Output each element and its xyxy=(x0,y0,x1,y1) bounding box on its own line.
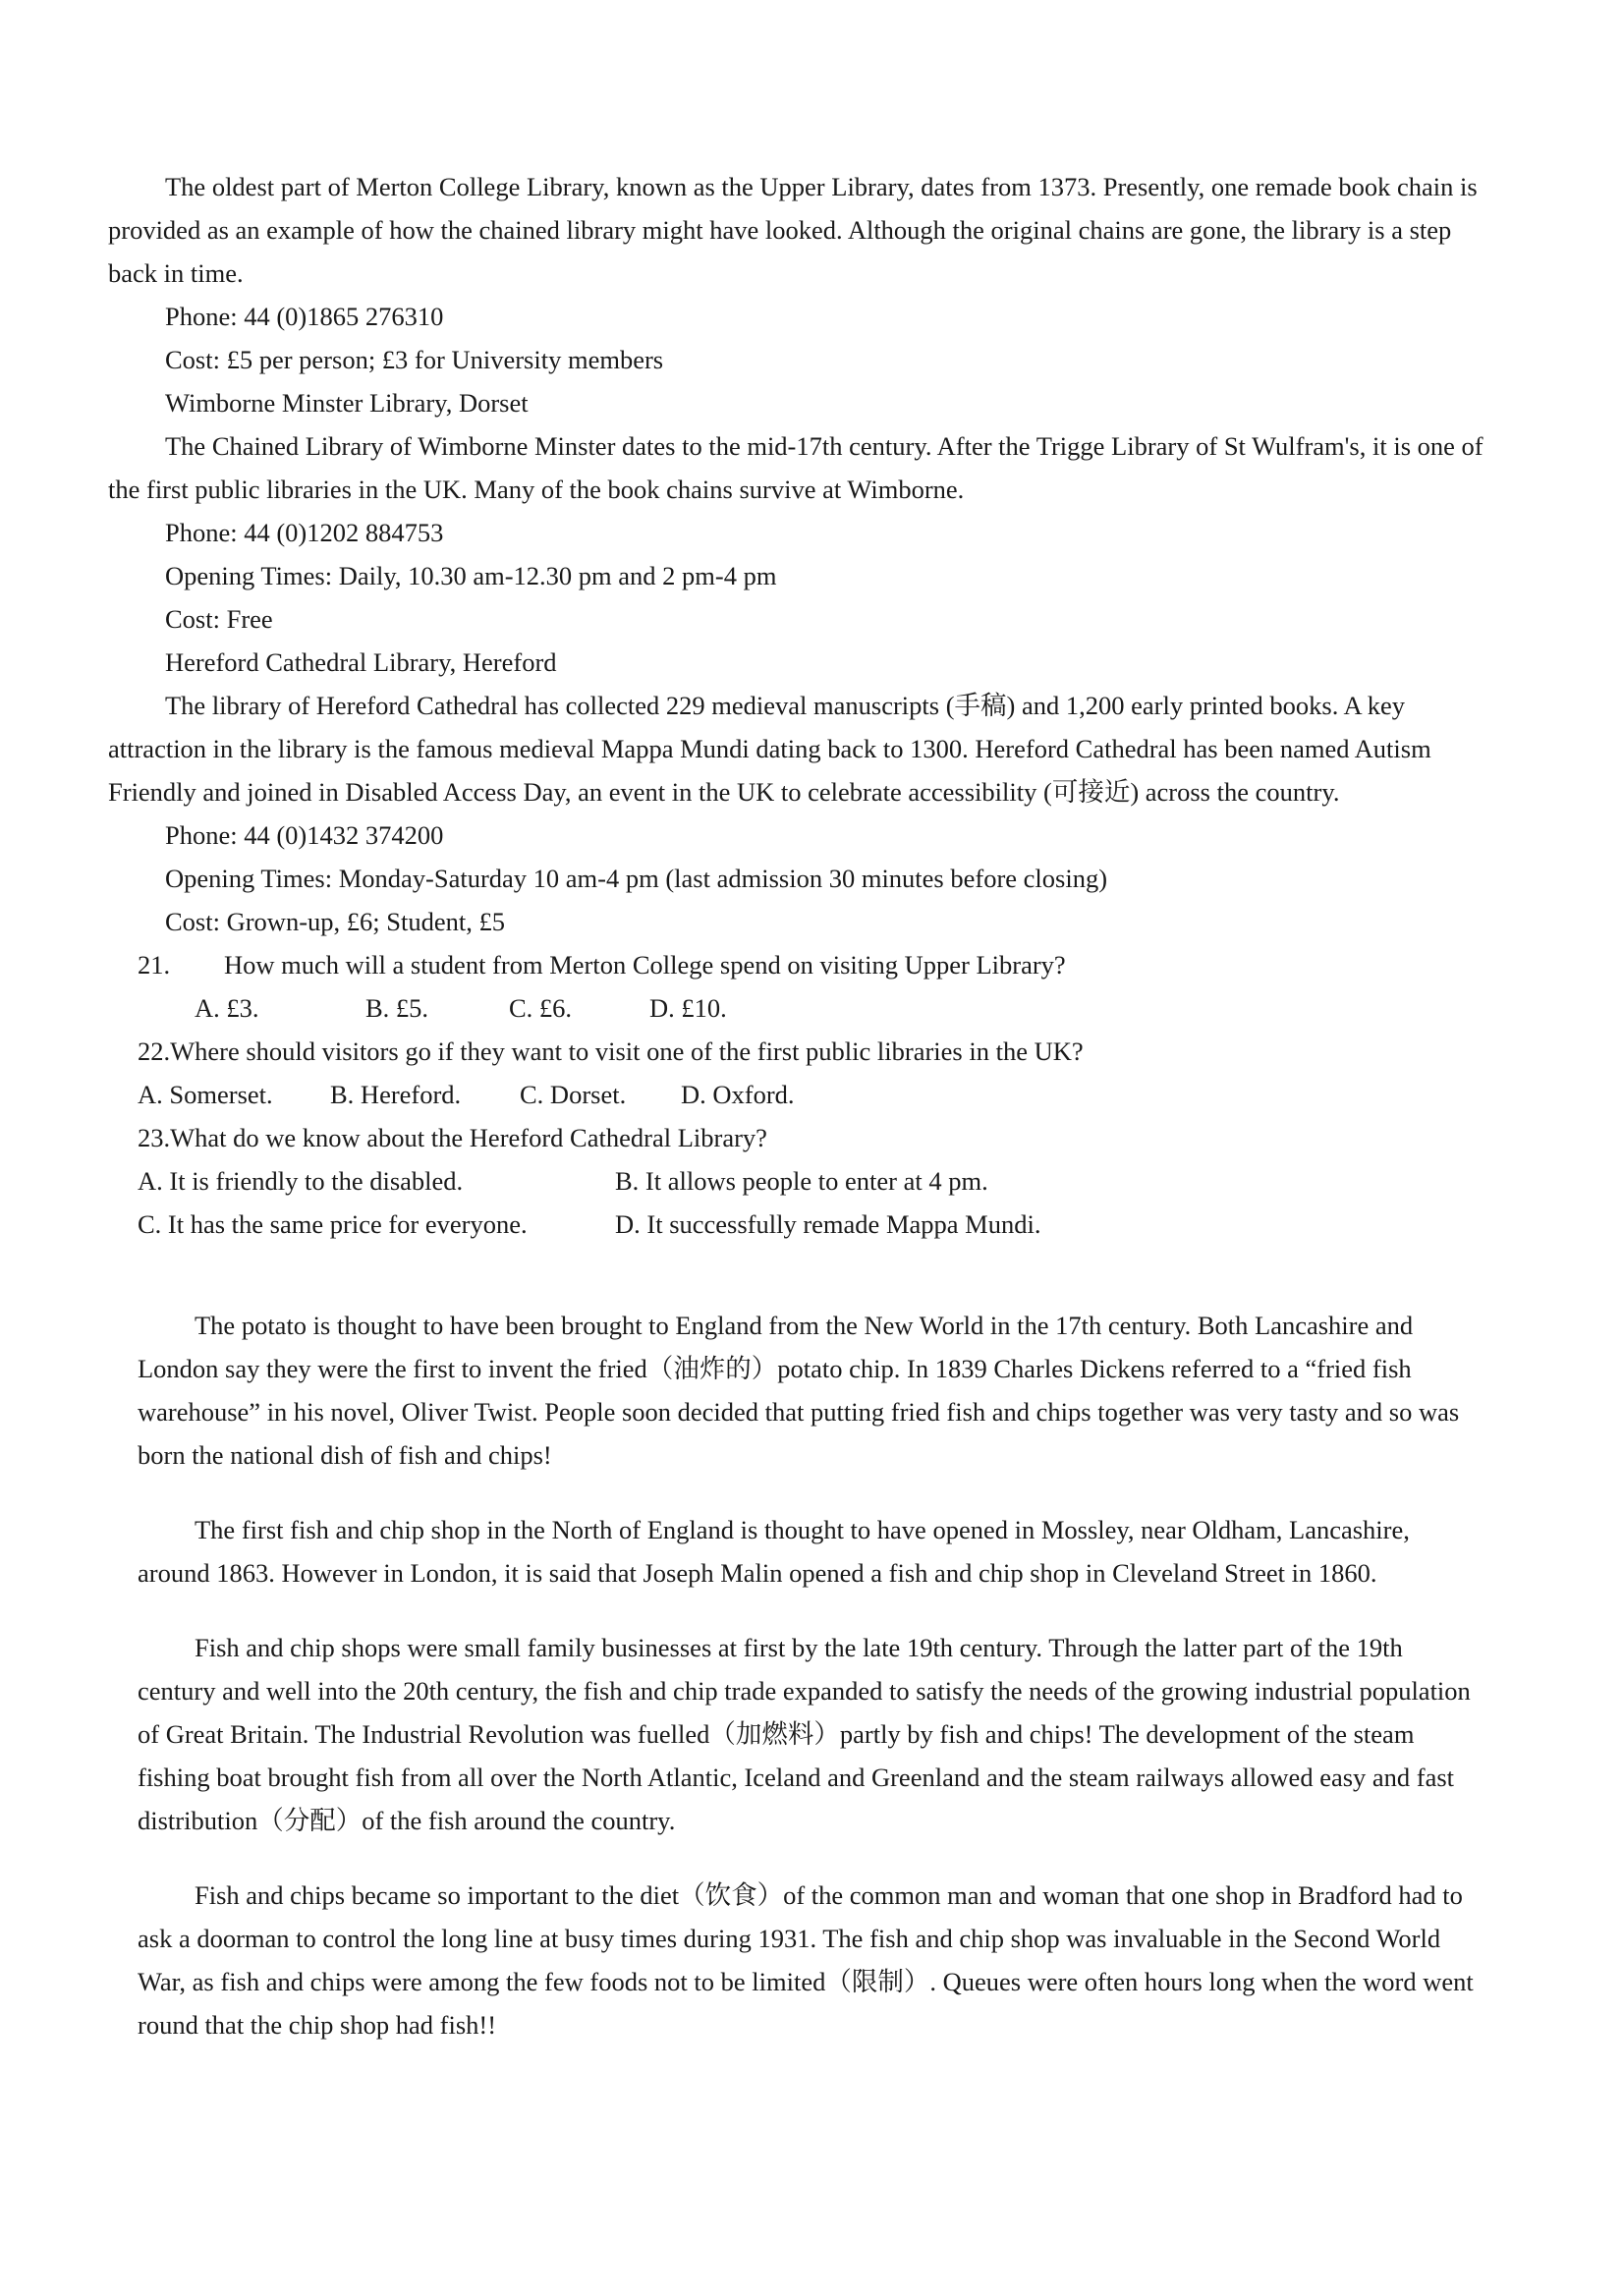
wimborne-cost: Cost: Free xyxy=(165,604,273,634)
question-23-options-row2 xyxy=(108,1203,1483,1246)
hereford-cost: Cost: Grown-up, £6; Student, £5 xyxy=(165,907,505,936)
q22-option-a: A. Somerset. xyxy=(138,1080,273,1109)
question-23: 23.What do we know about the Hereford Cathedral Library? xyxy=(138,1123,767,1152)
question-21 xyxy=(108,943,1483,986)
question-21-number: 21. xyxy=(138,950,171,980)
q23-option-c: C. It has the same price for everyone. xyxy=(138,1209,528,1239)
fish-and-chips-passage xyxy=(138,1304,1483,2078)
fish-paragraph-3: Fish and chip shops were small family businesses at first by the late 19th century. Through the latter part of the 19th century and well into the 20th century, the fish and chip trade expanded to satisfy the needs of the growing industrial population of Great Britain. The Industrial Revolution was fuelled（加燃料）partly by fish and chips! The development of the steam fishing boat brought fish from all over the North Atlantic, Iceland and Greenland and the steam railways allowed easy and fast distribution（分配）of the fish around the country. xyxy=(138,1633,1471,1835)
wimborne-hours: Opening Times: Daily, 10.30 am-12.30 pm and 2 pm-4 pm xyxy=(165,561,777,590)
fish-paragraph-2: The first fish and chip shop in the North of England is thought to have opened in Mossley, near Oldham, Lancashire, around 1863. However in London, it is said that Joseph Malin opened a fish and chip shop in Cleveland Street in 1860. xyxy=(138,1515,1410,1588)
merton-phone: Phone: 44 (0)1865 276310 xyxy=(165,302,444,331)
hereford-phone: Phone: 44 (0)1432 374200 xyxy=(165,820,444,850)
hereford-hours: Opening Times: Monday-Saturday 10 am-4 pm (last admission 30 minutes before closing) xyxy=(165,864,1108,893)
q21-option-a: A. £3. xyxy=(195,993,259,1023)
q22-option-d: D. Oxford. xyxy=(681,1080,795,1109)
question-22-options xyxy=(108,1073,1483,1116)
q21-option-b: B. £5. xyxy=(365,993,429,1023)
wimborne-phone: Phone: 44 (0)1202 884753 xyxy=(165,518,444,547)
merton-cost: Cost: £5 per person; £3 for University members xyxy=(165,345,664,374)
hereford-heading: Hereford Cathedral Library, Hereford xyxy=(165,647,557,677)
question-21-options xyxy=(108,986,1483,1030)
fish-paragraph-4: Fish and chips became so important to the diet（饮食）of the common man and woman that one shop in Bradford had to ask a doorman to control the long line at busy times during 1931. The fish and chip shop was invaluable in the Second World War, as fish and chips were among the few foods not to be limited（限制）. Queues were often hours long when the word went round that the chip shop had fish!! xyxy=(138,1880,1474,2040)
q22-option-b: B. Hereford. xyxy=(330,1080,462,1109)
q23-option-a: A. It is friendly to the disabled. xyxy=(138,1166,464,1196)
question-23-options-row1 xyxy=(108,1159,1483,1203)
q22-option-c: C. Dorset. xyxy=(520,1080,627,1109)
hereford-paragraph: The library of Hereford Cathedral has collected 229 medieval manuscripts (手稿) and 1,200 early printed books. A key attraction in the library is the famous medieval Mappa Mundi dating back to 1300. Hereford Cathedral has been named Autism Friendly and joined in Disabled Access Day, an event in the UK to celebrate accessibility (可接近) across the country. xyxy=(108,691,1431,807)
library-passage xyxy=(108,165,1483,1246)
q23-option-d: D. It successfully remade Mappa Mundi. xyxy=(615,1209,1041,1239)
q21-option-d: D. £10. xyxy=(649,993,727,1023)
q23-option-b: B. It allows people to enter at 4 pm. xyxy=(615,1166,988,1196)
fish-paragraph-1: The potato is thought to have been brought to England from the New World in the 17th century. Both Lancashire and London say they were the first to invent the fried（油炸的）potato chip. In 1839 Charles Dickens referred to a “fried fish warehouse” in his novel, Oliver Twist. People soon decided that putting fried fish and chips together was very tasty and so was born the national dish of fish and chips! xyxy=(138,1311,1460,1470)
q21-option-c: C. £6. xyxy=(509,993,573,1023)
wimborne-paragraph: The Chained Library of Wimborne Minster dates to the mid-17th century. After the Trigge Library of St Wulfram's, it is one of the first public libraries in the UK. Many of the book chains survive at Wimborne. xyxy=(108,431,1483,504)
question-21-text: How much will a student from Merton College spend on visiting Upper Library? xyxy=(224,950,1066,980)
question-22: 22.Where should visitors go if they want to visit one of the first public libraries in the UK? xyxy=(138,1036,1084,1066)
wimborne-heading: Wimborne Minster Library, Dorset xyxy=(165,388,529,418)
merton-paragraph: The oldest part of Merton College Library, known as the Upper Library, dates from 1373. Presently, one remade book chain is provided as an example of how the chained library might have looked. Although the original chains are gone, the library is a step back in time. xyxy=(108,172,1478,288)
